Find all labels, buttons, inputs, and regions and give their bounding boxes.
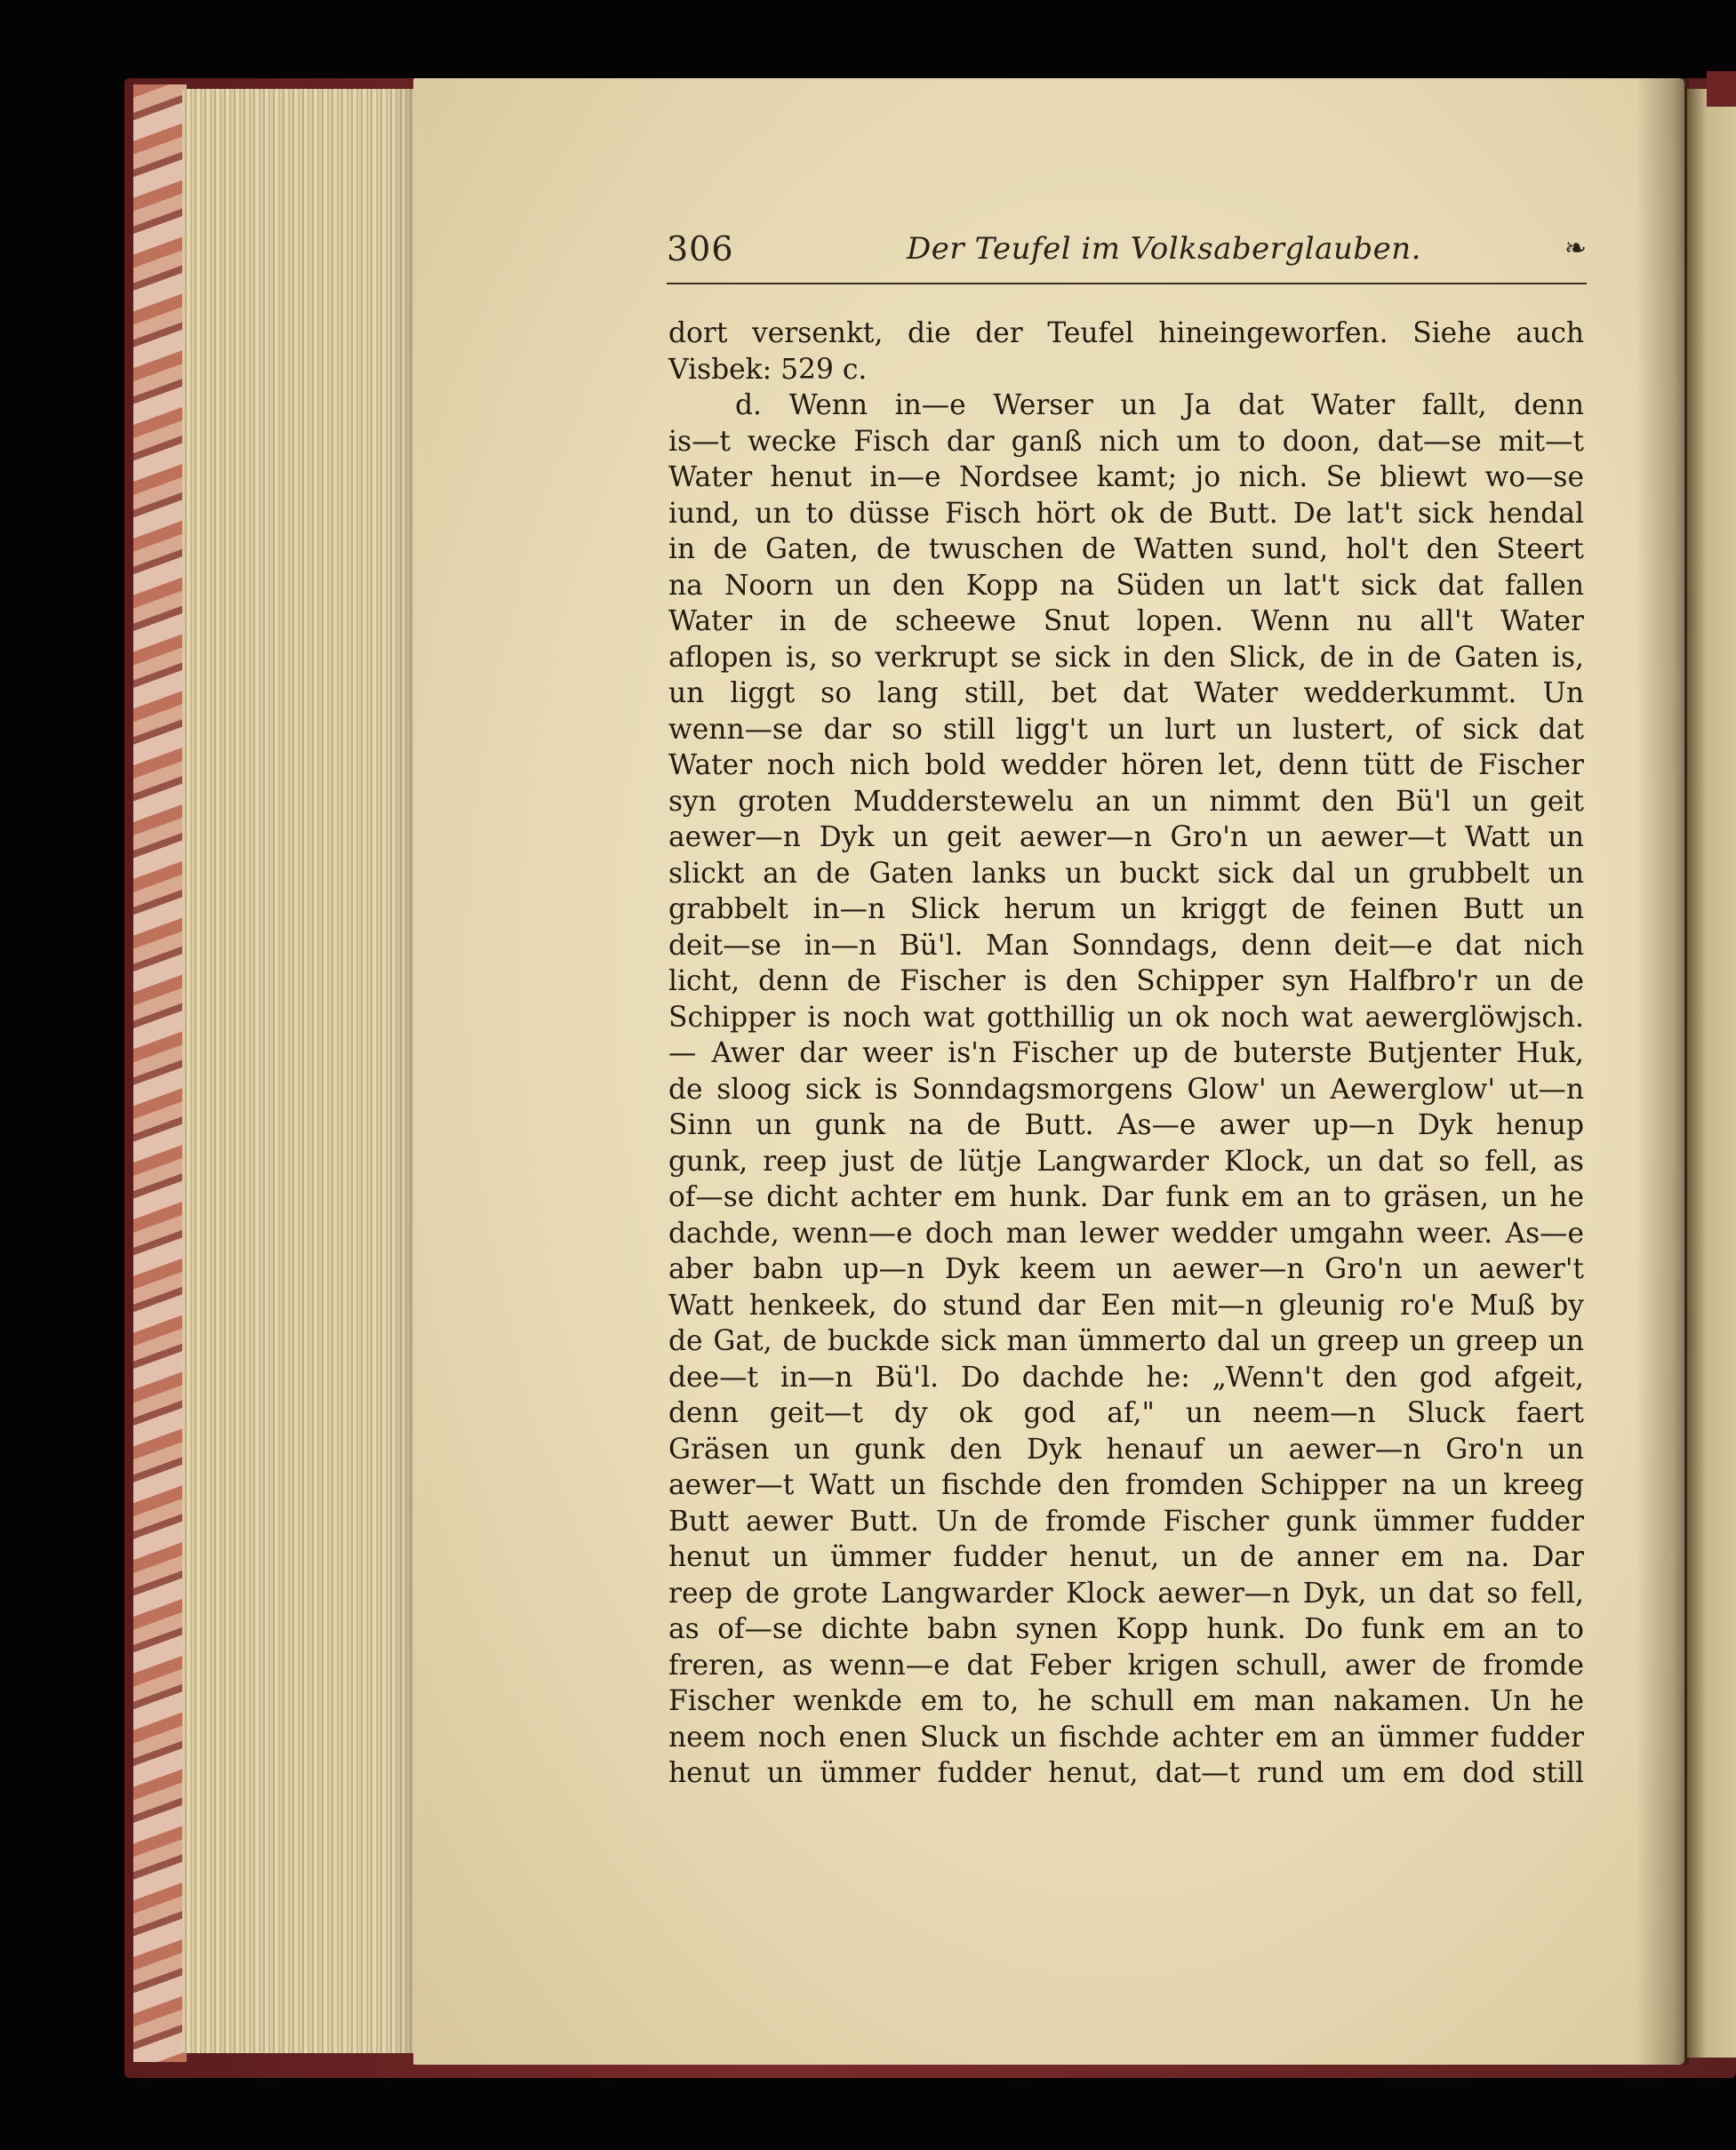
text-line: Schipper is noch wat gotthillig un ok noch wat aewerglöwjsch.	[668, 1001, 1584, 1034]
text-line: dee—t in—n Bü'l. Do dachde he: „Wenn't den god afgeit,	[668, 1361, 1584, 1394]
ornament-icon: ❧	[1564, 233, 1587, 264]
text-line: aewer—n Dyk un geit aewer—n Gro'n un aewer—t Watt un	[668, 821, 1584, 853]
body-text	[668, 316, 1584, 1792]
text-line: Sinn un gunk na de Butt. As—e awer up—n Dyk henup	[668, 1109, 1584, 1141]
text-line: dachde, wenn—e doch man lewer wedder umgahn weer. As—e	[668, 1217, 1584, 1250]
text-line: Water in de scheewe Snut lopen. Wenn nu all't Water	[668, 605, 1584, 637]
text-line: of—se dicht achter em hunk. Dar funk em an to gräsen, un he	[668, 1181, 1584, 1213]
text-line: gunk, reep just de lütje Langwarder Klock, un dat so fell, as	[668, 1145, 1584, 1178]
text-line: Water henut in—e Nordsee kamt; jo nich. Se bliewt wo—se	[668, 461, 1584, 493]
facing-page-edge	[1687, 89, 1736, 2058]
page-header	[667, 229, 1587, 283]
text-line: freren, as wenn—e dat Feber krigen schull, awer de fromde	[668, 1649, 1584, 1682]
text-line: dort versenkt, die der Teufel hineingeworfen. Siehe auch	[668, 317, 1584, 349]
text-line: grabbelt in—n Slick herum un kriggt de feinen Butt un	[668, 893, 1584, 925]
text-line: in de Gaten, de twuschen de Watten sund, hol't den Steert	[668, 533, 1584, 565]
page-edges	[182, 89, 418, 2053]
text-line: de sloog sick is Sonndagsmorgens Glow' un Aewerglow' ut—n	[668, 1073, 1584, 1106]
text-line: aewer—t Watt un fischde den fromden Schipper na un kreeg	[668, 1469, 1584, 1501]
text-line: de Gat, de buckde sick man ümmerto dal un greep un greep un	[668, 1325, 1584, 1357]
text-line: henut un ümmer fudder henut, dat—t rund um em dod still	[668, 1757, 1584, 1789]
text-line: wenn—se dar so still ligg't un lurt un lustert, of sick dat	[668, 713, 1584, 746]
page-number: 306	[667, 229, 734, 268]
text-line: reep de grote Langwarder Klock aewer—n Dyk, un dat so fell,	[668, 1577, 1584, 1610]
text-line: Visbek: 529 c.	[668, 353, 868, 386]
text-line: Watt henkeek, do stund dar Een mit—n gleunig ro'e Muß by	[668, 1289, 1584, 1322]
text-line: as of—se dichte babn synen Kopp hunk. Do funk em an to	[668, 1613, 1584, 1645]
text-line: Butt aewer Butt. Un de fromde Fischer gunk ümmer fudder	[668, 1505, 1584, 1538]
text-line: denn geit—t dy ok god af," un neem—n Sluck faert	[668, 1397, 1584, 1429]
facing-cover-edge	[1707, 71, 1736, 107]
text-line: aflopen is, so verkrupt se sick in den Slick, de in de Gaten is,	[668, 641, 1584, 674]
text-line: syn groten Mudderstewelu an un nimmt den Bü'l un geit	[668, 785, 1584, 818]
text-line: un liggt so lang still, bet dat Water wedderkummt. Un	[668, 677, 1584, 709]
text-line: d. Wenn in—e Werser un Ja dat Water fallt, denn	[735, 389, 1584, 421]
text-line: — Awer dar weer is'n Fischer up de buterste Butjenter Huk,	[668, 1037, 1584, 1069]
text-line: Gräsen un gunk den Dyk henauf un aewer—n Gro'n un	[668, 1433, 1584, 1466]
running-title: Der Teufel im Volksaberglauben.	[907, 231, 1421, 267]
text-line: licht, denn de Fischer is den Schipper syn Halfbro'r un de	[668, 965, 1584, 997]
marbled-endpaper	[133, 84, 187, 2062]
text-line: na Noorn un den Kopp na Süden un lat't sick dat fallen	[668, 569, 1584, 602]
text-line: iund, un to düsse Fisch hört ok de Butt. De lat't sick hendal	[668, 497, 1584, 530]
text-line: neem noch enen Sluck un fischde achter em an ümmer fudder	[668, 1721, 1584, 1754]
text-line: aber babn up—n Dyk keem un aewer—n Gro'n un aewer't	[668, 1253, 1584, 1285]
text-line: Fischer wenkde em to, he schull em man nakamen. Un he	[668, 1685, 1584, 1717]
text-line: henut un ümmer fudder henut, un de anner em na. Dar	[668, 1541, 1584, 1573]
text-line: slickt an de Gaten lanks un buckt sick dal un grubbelt un	[668, 857, 1584, 890]
text-line: deit—se in—n Bü'l. Man Sonndags, denn deit—e dat nich	[668, 929, 1584, 962]
gutter-shadow	[1636, 78, 1689, 2065]
text-line: Water noch nich bold wedder hören let, denn tütt de Fischer	[668, 749, 1584, 781]
text-line: is—t wecke Fisch dar ganß nich um to doon, dat—se mit—t	[668, 425, 1584, 458]
header-rule	[667, 283, 1587, 284]
